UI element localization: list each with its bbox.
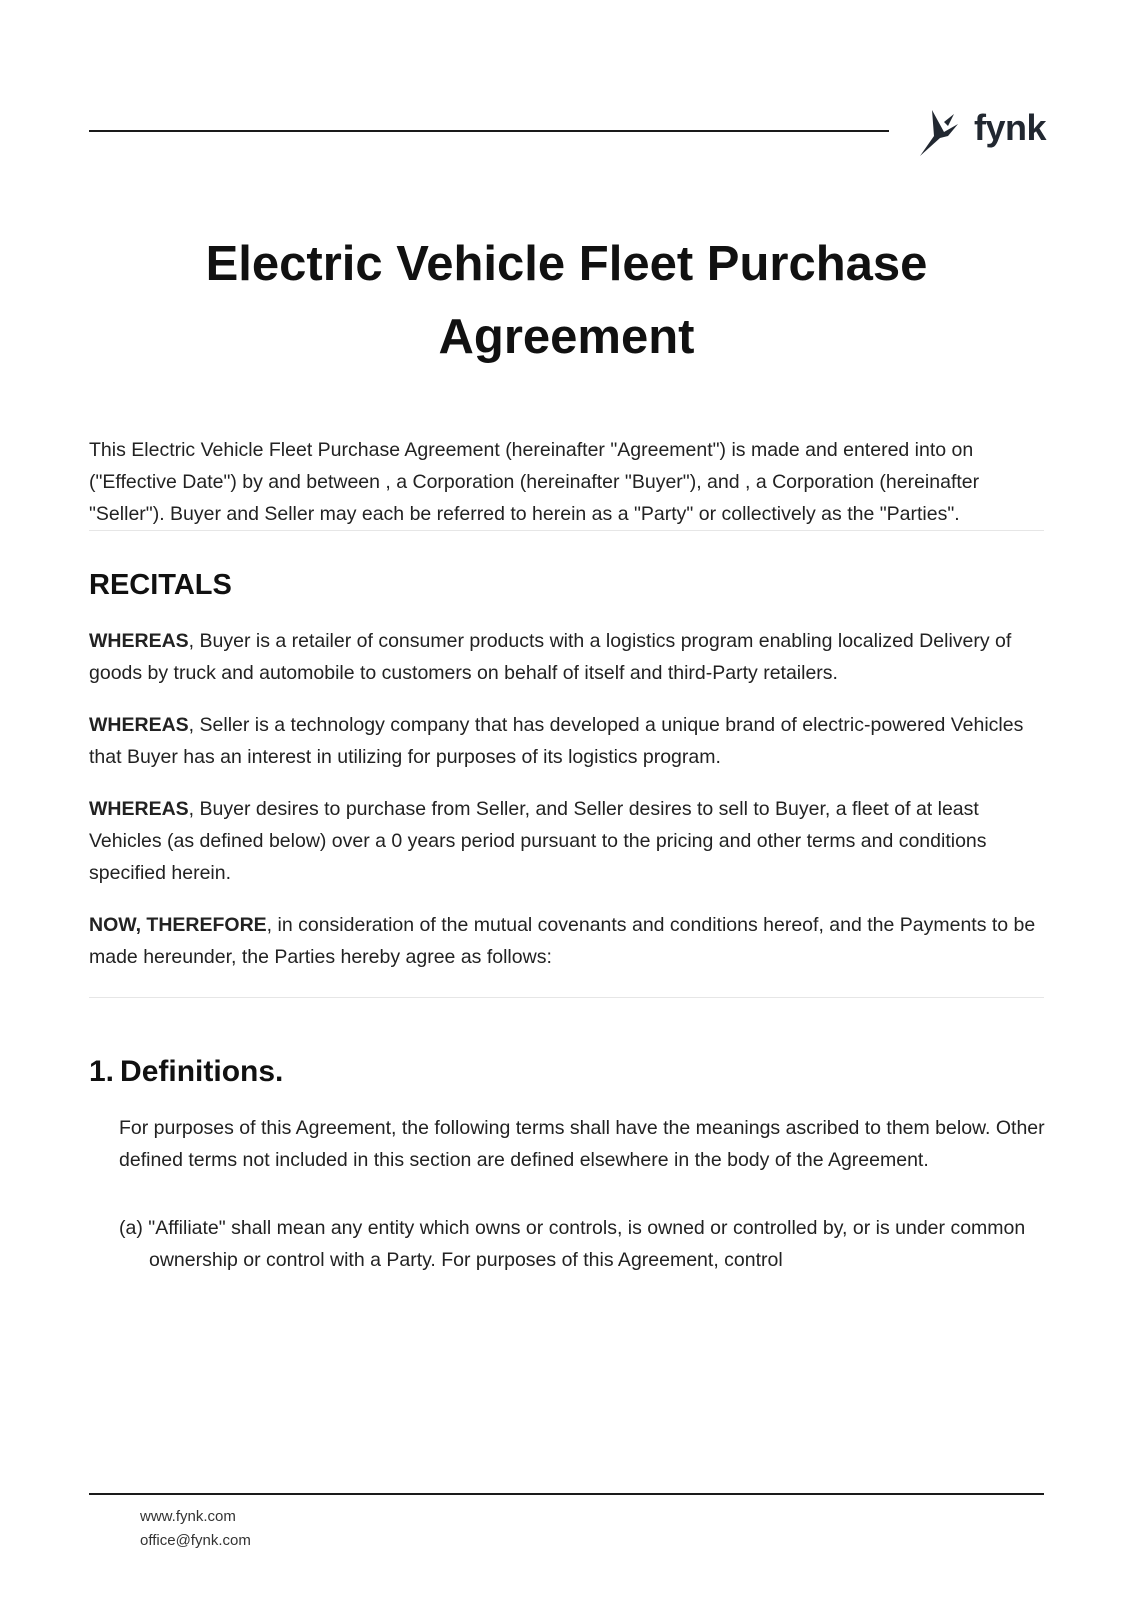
recital-lead: WHEREAS xyxy=(89,630,189,652)
bird-logo-icon xyxy=(918,108,968,158)
section-title: Definitions. xyxy=(120,1055,284,1088)
definitions-heading xyxy=(89,1054,1049,1090)
recital-lead: NOW, THEREFORE xyxy=(89,914,267,936)
recital-paragraph xyxy=(89,625,1049,689)
definition-text: "Affiliate" shall mean any entity which owns or controls, is owned or controlled by, or is under common ownership or control with a Party. For purposes of this Agreement, control xyxy=(148,1217,1026,1271)
header-rule xyxy=(89,130,889,132)
document-title: Electric Vehicle Fleet Purchase Agreement xyxy=(205,237,928,364)
recital-paragraph xyxy=(89,793,1049,889)
recital-lead: WHEREAS xyxy=(89,798,189,820)
section-number: 1. xyxy=(89,1055,115,1088)
footer xyxy=(140,1505,251,1553)
recital-paragraph xyxy=(89,709,1049,773)
recital-text: , Seller is a technology company that has developed a unique brand of electric-powered Vehicles that Buyer has an interest in utilizing for purposes of its logistics program. xyxy=(89,714,1024,768)
footer-email: office@fynk.com xyxy=(140,1532,251,1549)
recital-text: , Buyer desires to purchase from Seller, and Seller desires to sell to Buyer, a fleet of at least Vehicles (as defined below) over a 0 years period pursuant to the pricing and other terms and conditions specified herein. xyxy=(89,798,987,884)
definitions-intro: For purposes of this Agreement, the following terms shall have the meanings ascribed to them below. Other defined terms not included in this section are defined elsewhere in the body of the Agreement. xyxy=(119,1117,1045,1171)
footer-website: www.fynk.com xyxy=(140,1508,236,1525)
recital-paragraph xyxy=(89,909,1049,973)
logo-wordmark: fynk xyxy=(974,107,1047,148)
document-body xyxy=(89,434,1049,1276)
recitals-heading: RECITALS xyxy=(89,569,232,601)
fynk-logo xyxy=(918,104,1048,160)
intro-paragraph: This Electric Vehicle Fleet Purchase Agreement (hereinafter "Agreement") is made and entered into on ("Effective Date") by and between , a Corporation (hereinafter "Buyer"), and , a Corporation (hereinafter "Seller"). Buyer and Seller may each be referred to herein as a "Party" or collectively as the "Parties". xyxy=(89,439,980,525)
definition-label: (a) xyxy=(119,1217,143,1239)
definition-item xyxy=(89,1212,1049,1276)
section-divider xyxy=(89,997,1044,998)
section-divider xyxy=(89,530,1044,531)
recital-text: , Buyer is a retailer of consumer products with a logistics program enabling localized Delivery of goods by truck and automobile to customers on behalf of itself and third-Party retailers. xyxy=(89,630,1012,684)
recital-lead: WHEREAS xyxy=(89,714,189,736)
footer-rule xyxy=(89,1493,1044,1495)
recital-text: , in consideration of the mutual covenants and conditions hereof, and the Payments to be made hereunder, the Parties hereby agree as follows: xyxy=(89,914,1036,968)
